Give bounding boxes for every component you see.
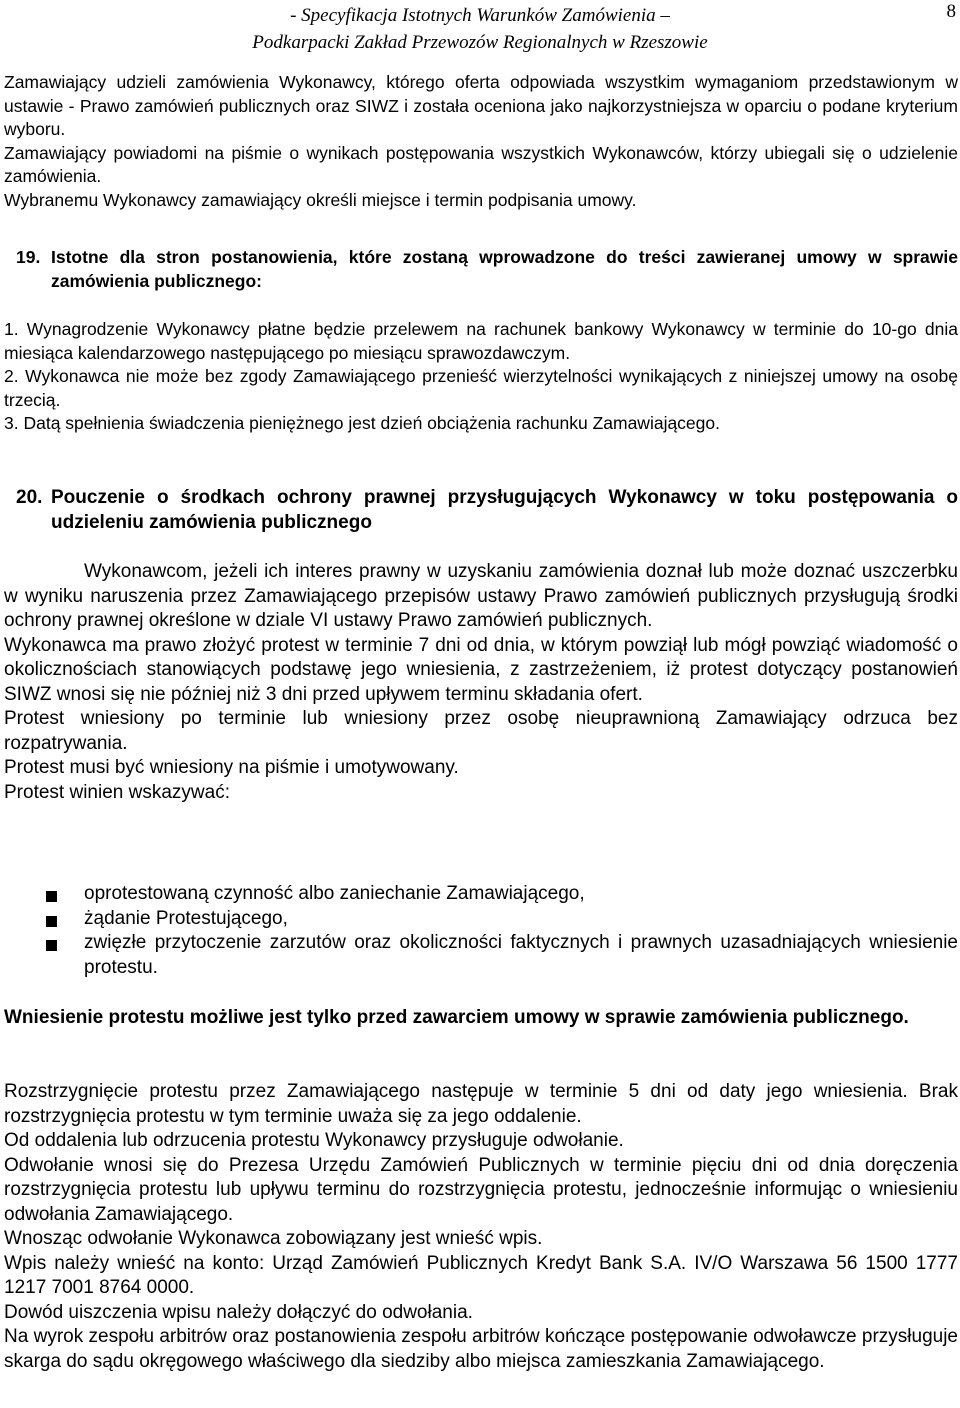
- appeal-block: [4, 1080, 958, 1374]
- protest-contents-list: [4, 882, 958, 980]
- header-line-1: - Specyfikacja Istotnych Warunków Zamówienia –: [290, 5, 670, 26]
- intro-paragraph-2: Zamawiający powiadomi na piśmie o wynikach postępowania wszystkich Wykonawców, którzy ubiegali się o udzielenie zamówienia.: [4, 142, 958, 186]
- court-complaint-paragraph: Na wyrok zespołu arbitrów oraz postanowienia zespołu arbitrów kończące postępowanie odwoławcze przysługuje skarga do sądu okręgowego właściwego dla siedziby albo miejsca zamieszkania Zamawiającego.: [4, 1326, 958, 1372]
- page-header: [0, 2, 960, 56]
- page-number: 8: [946, 1, 956, 22]
- section-19-heading: [4, 246, 958, 293]
- bullet-square-icon: [46, 940, 57, 951]
- intro-paragraph-3: Wybranemu Wykonawcy zamawiający określi miejsce i termin podpisania umowy.: [4, 189, 637, 210]
- list-item: żądanie Protestującego,: [4, 907, 958, 932]
- protest-deadline-paragraph: Wykonawca ma prawo złożyć protest w terminie 7 dni od dnia, w którym powziął lub mógł powziąć wiadomość o okolicznościach stanowiących podstawę jego wniesienia, z zastrzeżeniem, iż protest dotyczący postanowień SIWZ wnosi się nie później niż 3 dni przed upływem terminu składania ofert.: [4, 634, 958, 705]
- section-19-number: 19.: [16, 247, 41, 267]
- bank-account-paragraph: Wpis należy wnieść na konto: Urząd Zamówień Publicznych Kredyt Bank S.A. IV/O Warszawa 56 1500 1777 1217 7001 8764 0000.: [4, 1252, 958, 1298]
- appeal-right-paragraph: Od oddalenia lub odrzucenia protestu Wykonawcy przysługuje odwołanie.: [4, 1130, 624, 1151]
- contract-item-3: 3. Datą spełnienia świadczenia pieniężnego jest dzień obciążenia rachunku Zamawiającego.: [4, 413, 720, 433]
- appeal-procedure-paragraph: Odwołanie wnosi się do Prezesa Urzędu Zamówień Publicznych w terminie pięciu dni od dnia doręczenia rozstrzygnięcia protestu lub upływu terminu do rozstrzygnięcia protestu, jednocześnie informując o wniesieniu odwołania Zamawiającego.: [4, 1154, 958, 1225]
- intro-paragraph-1: Zamawiający udzieli zamówienia Wykonawcy, którego oferta odpowiada wszystkim wymaganiom przedstawionym w ustawie - Prawo zamówień publicznych oraz SIWZ i została oceniona jako najkorzystniejsza w oparciu o podane kryterium wyboru.: [4, 72, 958, 139]
- header-line-2: Podkarpacki Zakład Przewozów Regionalnych w Rzeszowie: [252, 32, 708, 53]
- section-20-body: [4, 560, 958, 805]
- resolution-paragraph: Rozstrzygnięcie protestu przez Zamawiającego następuje w terminie 5 dni od daty jego wniesienia. Brak rozstrzygnięcia protestu w tym terminie uważa się za jego oddalenie.: [4, 1081, 958, 1127]
- list-item: oprotestowaną czynność albo zaniechanie Zamawiającego,: [4, 882, 958, 907]
- contract-item-1: 1. Wynagrodzenie Wykonawcy płatne będzie przelewem na rachunek bankowy Wykonawcy w terminie do 10-go dnia miesiąca kalendarzowego następującego po miesiącu sprawozdawczym.: [4, 319, 958, 363]
- list-item: zwięzłe przytoczenie zarzutów oraz okoliczności faktycznych i prawnych uzasadniających wniesienie protestu.: [4, 931, 958, 980]
- section-20-heading: [4, 486, 958, 535]
- protest-note-bold: Wniesienie protestu możliwe jest tylko przed zawarciem umowy w sprawie zamówienia publicznego.: [4, 1007, 909, 1028]
- section-20-title: Pouczenie o środkach ochrony prawnej przysługujących Wykonawcy w toku postępowania o udzieleniu zamówienia publicznego: [51, 487, 958, 533]
- section-19-title: Istotne dla stron postanowienia, które zostaną wprowadzone do treści zawieranej umowy w sprawie zamówienia publicznego:: [51, 247, 958, 291]
- protest-form-paragraph: Protest musi być wniesiony na piśmie i umotywowany.: [4, 757, 459, 778]
- section-19-items: [4, 318, 958, 436]
- intro-block: [4, 71, 958, 212]
- bullet-square-icon: [46, 891, 57, 902]
- remedies-paragraph: Wykonawcom, jeżeli ich interes prawny w uzyskaniu zamówienia doznał lub może doznać uszczerbku w wyniku naruszenia przez Zamawiającego przepisów ustawy Prawo zamówień publicznych przysługują środki ochrony prawnej określone w dziale VI ustawy Prawo zamówień publicznych.: [4, 561, 958, 631]
- protest-contents-intro: Protest winien wskazywać:: [4, 781, 230, 803]
- contract-item-2: 2. Wykonawca nie może bez zgody Zamawiającego przenieść wierzytelności wynikających z niniejszej umowy na osobę trzecią.: [4, 366, 958, 410]
- fee-obligation-paragraph: Wnosząc odwołanie Wykonawca zobowiązany jest wnieść wpis.: [4, 1228, 543, 1249]
- protest-rejection-paragraph: Protest wniesiony po terminie lub wniesiony przez osobę nieuprawnioną Zamawiający odrzuca bez rozpatrywania.: [4, 708, 958, 754]
- bullet-square-icon: [46, 916, 57, 927]
- section-20-number: 20.: [16, 487, 43, 508]
- fee-proof-paragraph: Dowód uiszczenia wpisu należy dołączyć do odwołania.: [4, 1301, 473, 1323]
